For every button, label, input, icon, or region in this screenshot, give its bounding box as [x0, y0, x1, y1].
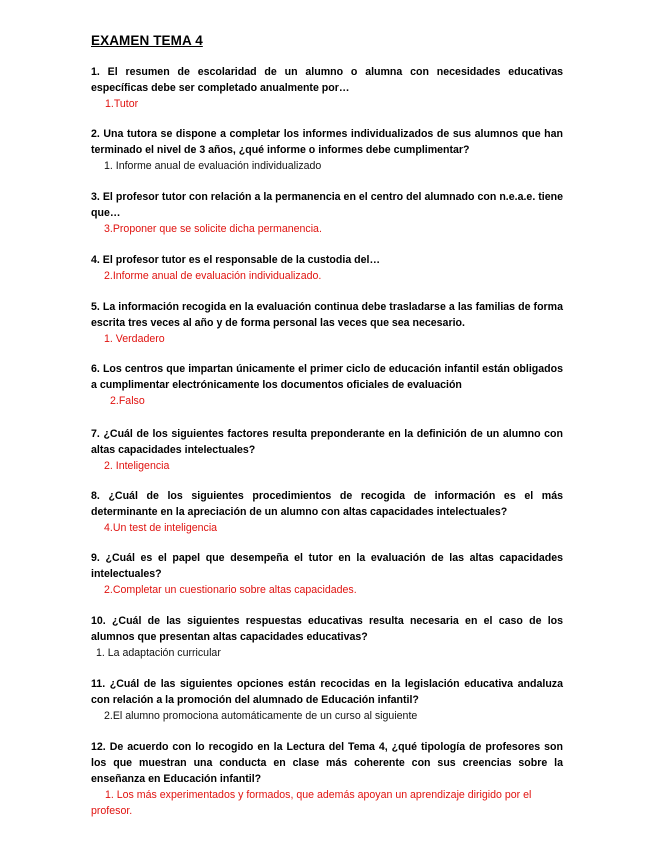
question-text: 6. Los centros que impartan únicamente el primer ciclo de educación infantil están obligados a cumplimentar electrónicamente los documentos oficiales de evaluación — [91, 363, 563, 391]
answer-text: 1. La adaptación curricular — [96, 647, 221, 659]
question-3 — [91, 189, 563, 237]
question-8 — [91, 488, 563, 536]
question-text: 11. ¿Cuál de las siguientes opciones están recocidas en la legislación educativa andaluza con relación a la promoción del alumnado de Educación infantil? — [91, 678, 563, 706]
question-text: 10. ¿Cuál de las siguientes respuestas educativas resulta necesaria en el caso de los alumnos que presentan altas capacidades educativas? — [91, 615, 563, 643]
question-text: 12. De acuerdo con lo recogido en la Lectura del Tema 4, ¿qué tipología de profesores son los que muestran una conducta en clase más coherente con sus creencias sobre la enseñanza en Educación infantil? — [91, 741, 563, 785]
question-12 — [91, 739, 563, 819]
question-text: 3. El profesor tutor con relación a la permanencia en el centro del alumnado con n.e.a.e. tiene que… — [91, 191, 563, 219]
answer-text: 2.El alumno promociona automáticamente de un curso al siguiente — [104, 710, 418, 722]
answer-text: 4.Un test de inteligencia — [104, 522, 218, 534]
answer-text: 1. Los más experimentados y formados, que además apoyan un aprendizaje dirigido por el profesor. — [91, 789, 532, 817]
answer-text: 1.Tutor — [105, 98, 139, 110]
question-11 — [91, 676, 563, 724]
question-1 — [91, 64, 563, 112]
answer-text: 3.Proponer que se solicite dicha permanencia. — [104, 223, 322, 235]
question-text: 5. La información recogida en la evaluación continua debe trasladarse a las familias de forma escrita tres veces al año y de forma personal las veces que sea necesario. — [91, 301, 563, 329]
question-text: 4. El profesor tutor es el responsable de la custodia del… — [91, 254, 381, 266]
question-text: 2. Una tutora se dispone a completar los informes individualizados de sus alumnos que han terminado el nivel de 3 años, ¿qué informe o informes debe cumplimentar? — [91, 128, 563, 156]
question-10 — [91, 613, 563, 661]
question-4 — [91, 252, 563, 284]
question-5 — [91, 299, 563, 347]
answer-text: 1. Verdadero — [104, 333, 165, 345]
question-9 — [91, 550, 563, 598]
answer-text: 2. Inteligencia — [104, 460, 170, 472]
question-2 — [91, 126, 563, 174]
answer-text: 2.Informe anual de evaluación individualizado. — [104, 270, 322, 282]
answer-text: 2.Completar un cuestionario sobre altas capacidades. — [104, 584, 357, 596]
question-text: 7. ¿Cuál de los siguientes factores resulta preponderante en la definición de un alumno con altas capacidades intelectuales? — [91, 428, 563, 456]
answer-text: 2.Falso — [110, 395, 145, 407]
answer-text: 1. Informe anual de evaluación individualizado — [104, 160, 322, 172]
question-text: 8. ¿Cuál de los siguientes procedimientos de recogida de información es el más determinante en la apreciación de un alumno con altas capacidades intelectuales? — [91, 490, 563, 518]
question-6 — [91, 361, 563, 409]
question-7 — [91, 426, 563, 474]
question-text: 1. El resumen de escolaridad de un alumno o alumna con necesidades educativas específicas debe ser completado anualmente por… — [91, 66, 563, 94]
question-text: 9. ¿Cuál es el papel que desempeña el tutor en la evaluación de las altas capacidades intelectuales? — [91, 552, 563, 580]
exam-title: EXAMEN TEMA 4 — [91, 33, 203, 48]
